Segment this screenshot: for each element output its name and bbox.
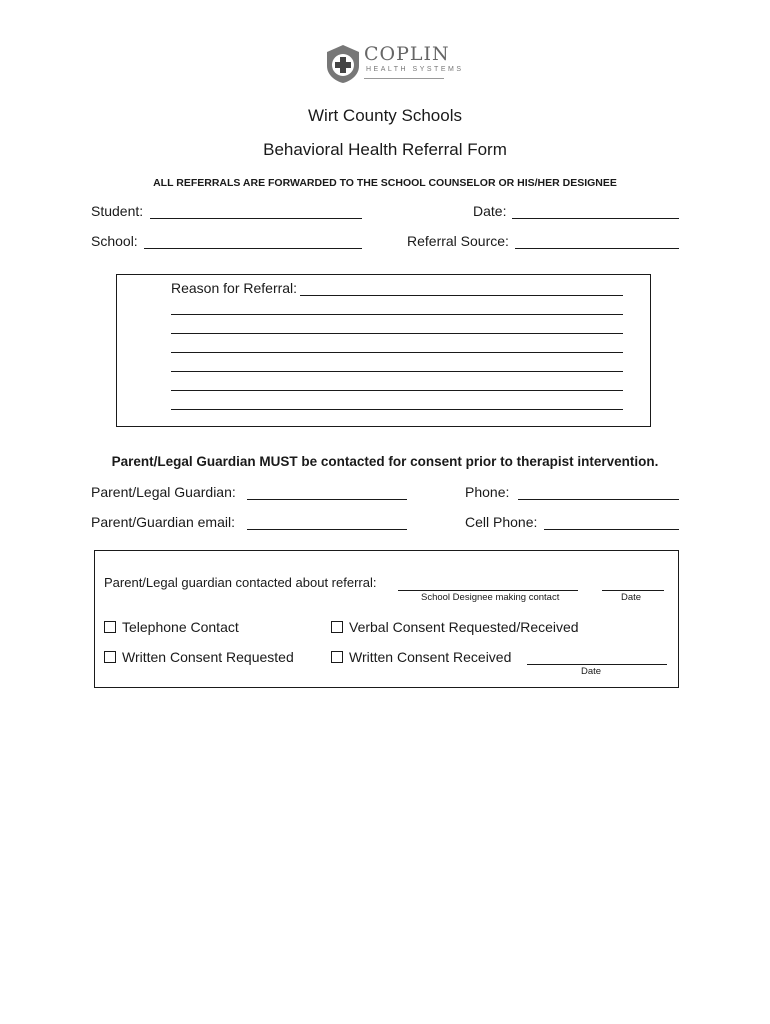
reason-for-referral-label: Reason for Referral: bbox=[171, 280, 298, 296]
reason-line-1[interactable] bbox=[300, 295, 623, 296]
contact-date-field[interactable] bbox=[602, 590, 664, 591]
designee-field[interactable] bbox=[398, 590, 578, 591]
coplin-logo-icon bbox=[324, 44, 362, 84]
reason-line-5[interactable] bbox=[171, 371, 623, 372]
telephone-contact-checkbox[interactable] bbox=[104, 621, 116, 633]
verbal-consent-checkbox[interactable] bbox=[331, 621, 343, 633]
telephone-contact-label: Telephone Contact bbox=[122, 619, 239, 635]
contact-date-caption: Date bbox=[621, 592, 642, 603]
logo-name: COPLIN bbox=[364, 43, 450, 65]
student-field[interactable] bbox=[150, 218, 362, 219]
written-consent-received-option[interactable] bbox=[331, 649, 511, 665]
cell-phone-label: Cell Phone: bbox=[465, 514, 538, 530]
phone-label: Phone: bbox=[465, 484, 510, 500]
reason-line-4[interactable] bbox=[171, 352, 623, 353]
phone-field[interactable] bbox=[518, 499, 679, 500]
written-consent-requested-label: Written Consent Requested bbox=[122, 649, 294, 665]
telephone-contact-option[interactable] bbox=[104, 619, 239, 635]
consent-requirement-note: Parent/Legal Guardian MUST be contacted for consent prior to therapist intervention. bbox=[111, 454, 659, 469]
reason-line-6[interactable] bbox=[171, 390, 623, 391]
verbal-consent-option[interactable] bbox=[331, 619, 579, 635]
district-title: Wirt County Schools bbox=[308, 106, 462, 125]
written-consent-date-caption: Date bbox=[581, 666, 602, 677]
forwarding-notice: ALL REFERRALS ARE FORWARDED TO THE SCHOOL COUNSELOR OR HIS/HER DESIGNEE bbox=[153, 177, 617, 189]
written-consent-received-checkbox[interactable] bbox=[331, 651, 343, 663]
referral-source-field[interactable] bbox=[515, 248, 679, 249]
reason-line-2[interactable] bbox=[171, 314, 623, 315]
form-title: Behavioral Health Referral Form bbox=[263, 140, 507, 159]
date-field[interactable] bbox=[512, 218, 679, 219]
written-consent-date-field[interactable] bbox=[527, 664, 667, 665]
reason-line-3[interactable] bbox=[171, 333, 623, 334]
cell-phone-field[interactable] bbox=[544, 529, 679, 530]
guardian-email-field[interactable] bbox=[247, 529, 407, 530]
logo-divider bbox=[364, 78, 444, 79]
guardian-label: Parent/Legal Guardian: bbox=[91, 484, 236, 500]
school-field[interactable] bbox=[144, 248, 362, 249]
referral-source-label: Referral Source: bbox=[407, 233, 509, 249]
guardian-field[interactable] bbox=[247, 499, 407, 500]
designee-caption: School Designee making contact bbox=[421, 592, 560, 603]
school-label: School: bbox=[91, 233, 138, 249]
guardian-contacted-label: Parent/Legal guardian contacted about referral: bbox=[104, 575, 377, 590]
written-consent-requested-option[interactable] bbox=[104, 649, 294, 665]
verbal-consent-label: Verbal Consent Requested/Received bbox=[349, 619, 579, 635]
student-label: Student: bbox=[91, 203, 144, 219]
date-label: Date: bbox=[473, 203, 507, 219]
reason-for-referral-box bbox=[116, 274, 651, 427]
written-consent-requested-checkbox[interactable] bbox=[104, 651, 116, 663]
guardian-email-label: Parent/Guardian email: bbox=[91, 514, 235, 530]
logo-subtitle: HEALTH SYSTEMS bbox=[366, 66, 464, 73]
reason-line-7[interactable] bbox=[171, 409, 623, 410]
written-consent-received-label: Written Consent Received bbox=[349, 649, 512, 665]
